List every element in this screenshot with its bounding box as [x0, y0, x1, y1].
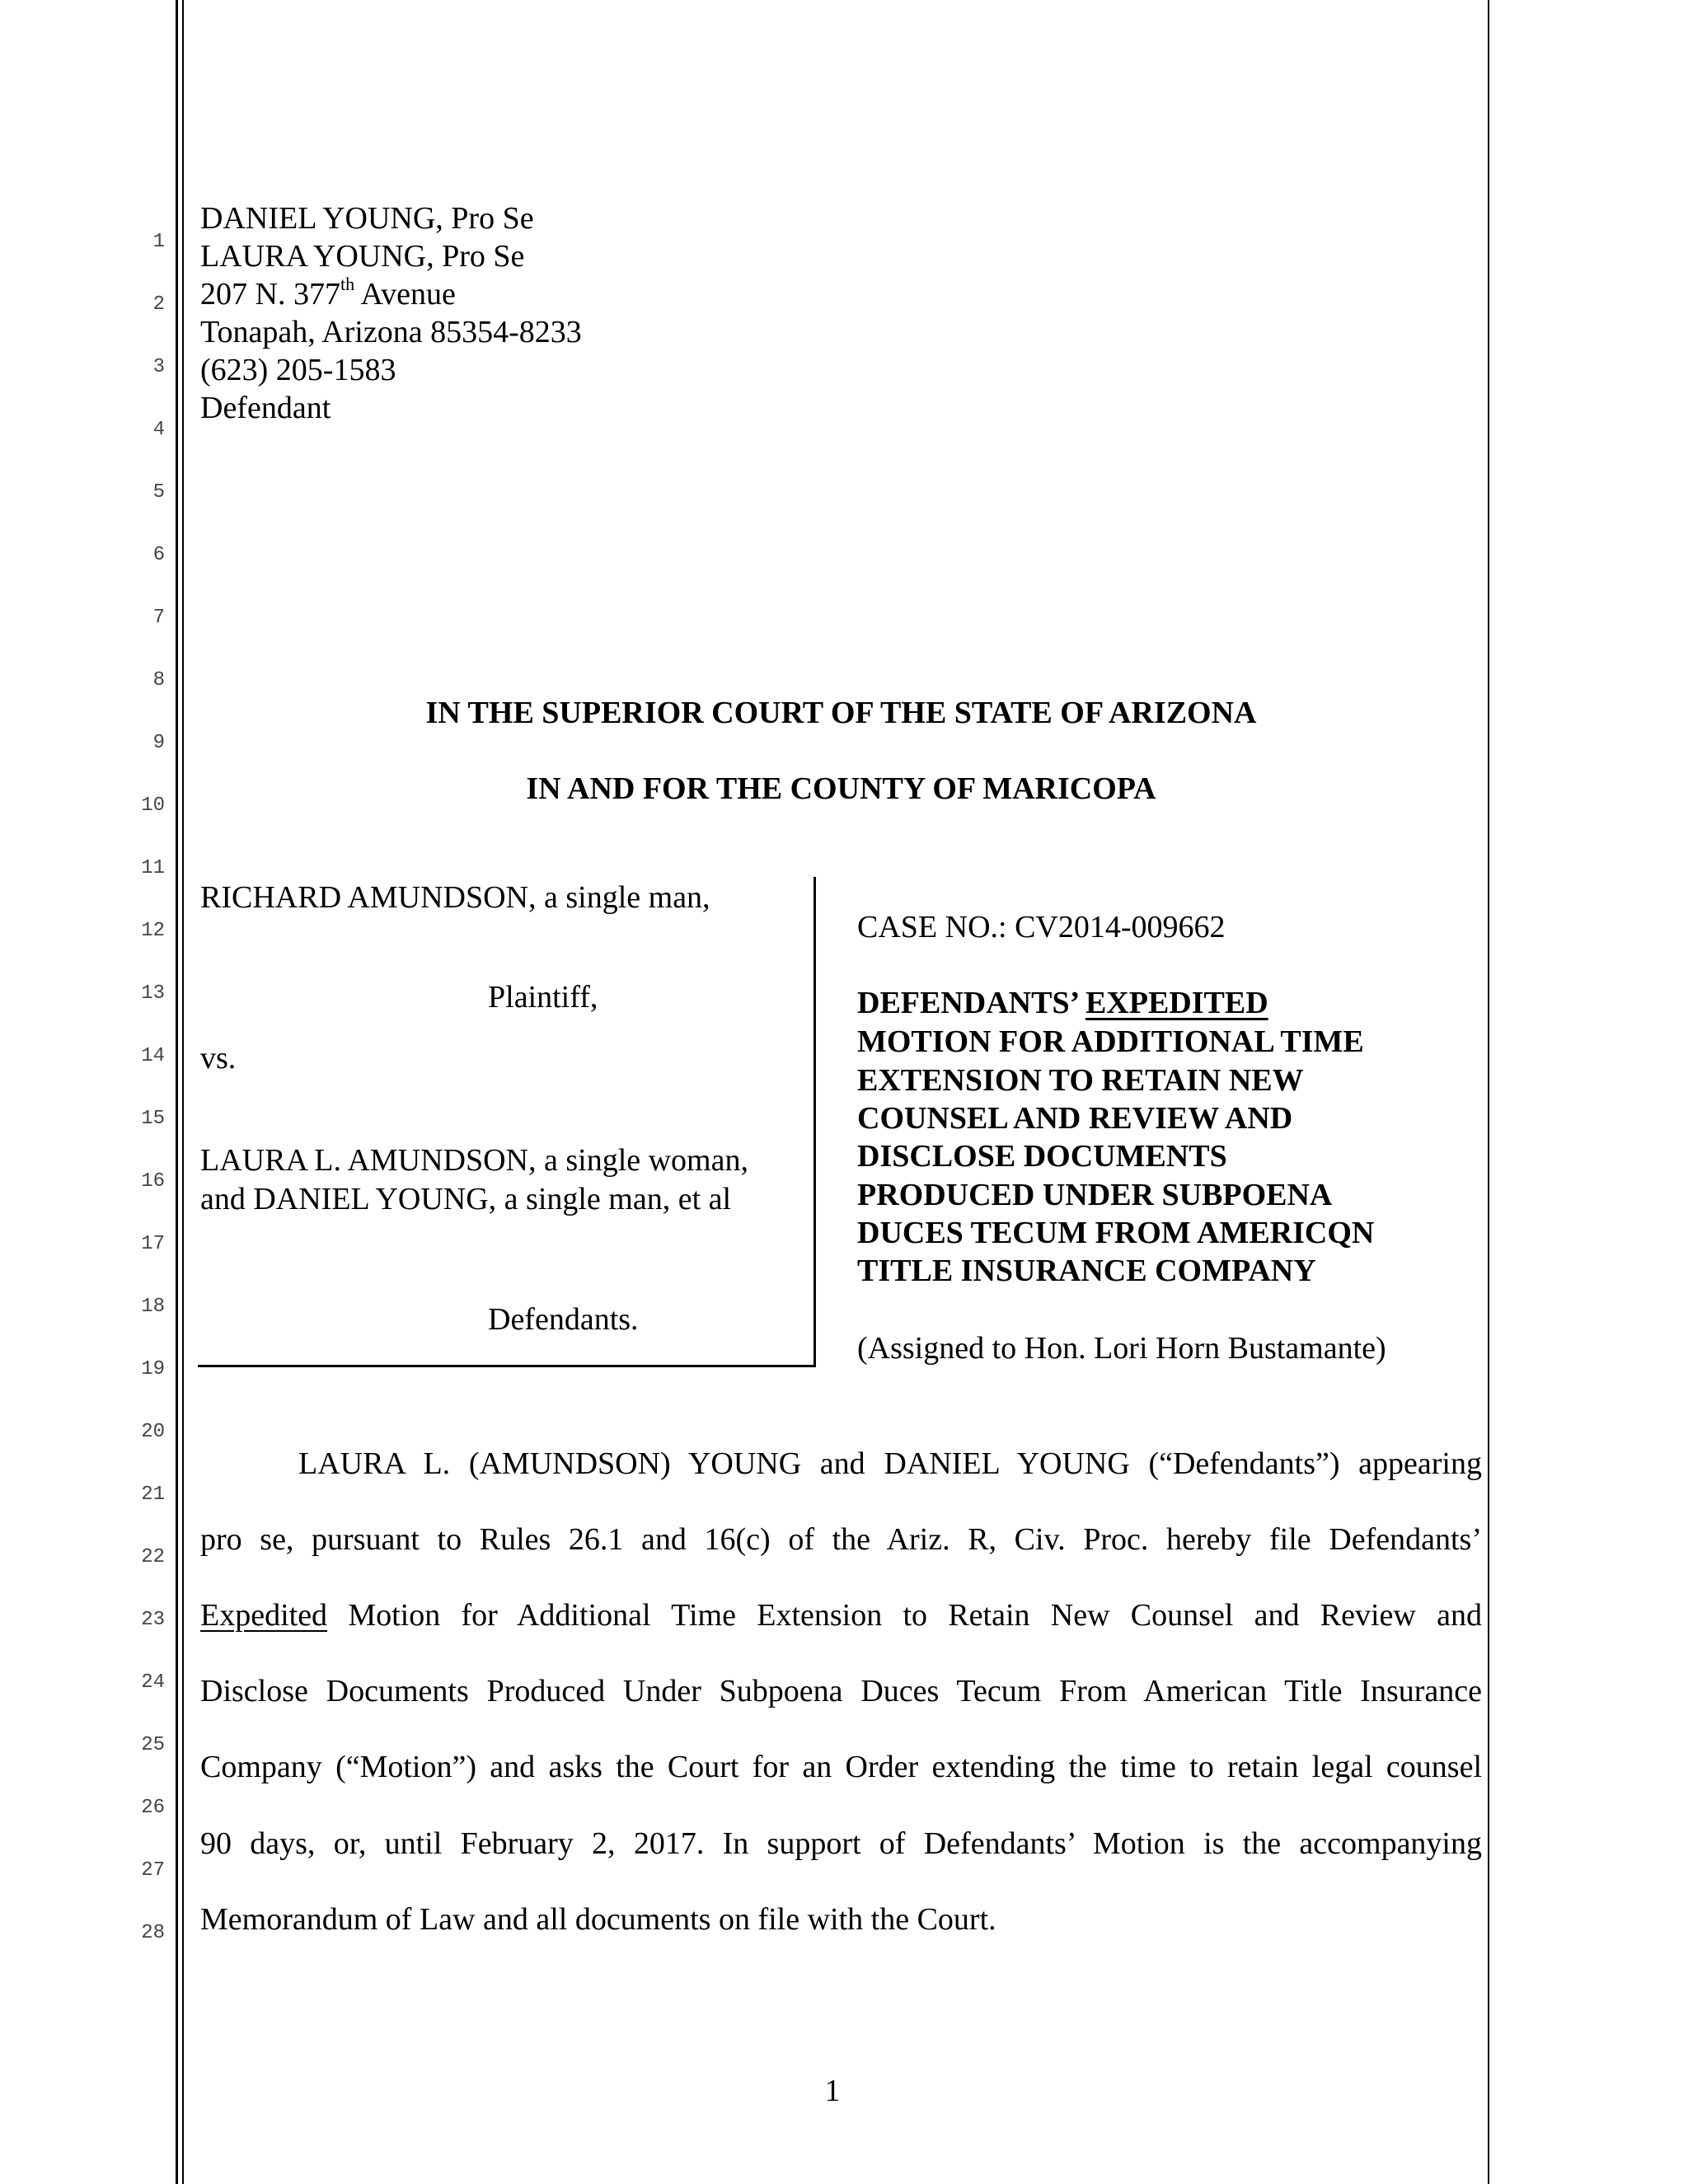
line-number: 4 — [152, 419, 165, 441]
line-number: 6 — [152, 544, 165, 566]
ordinal-suffix: th — [340, 274, 355, 294]
street-name: Avenue — [354, 277, 456, 312]
line-number: 7 — [152, 607, 165, 629]
line-number: 10 — [141, 794, 165, 817]
line-number: 9 — [152, 732, 165, 754]
motion-title-expedited: EXPEDITED — [1085, 986, 1268, 1020]
versus-label: vs. — [200, 1041, 237, 1076]
motion-title-line: TITLE INSURANCE COMPANY — [857, 1254, 1316, 1288]
plaintiff-name: RICHARD AMUNDSON, a single man, — [200, 880, 710, 915]
header-city-state-zip: Tonapah, Arizona 85354-8233 — [200, 315, 582, 349]
line-number: 15 — [141, 1108, 165, 1130]
line-number: 11 — [141, 857, 165, 879]
motion-title-line: DUCES TECUM FROM AMERICQN — [857, 1216, 1375, 1250]
defendant-names-line1: LAURA L. AMUNDSON, a single woman, — [200, 1143, 748, 1178]
line-number: 20 — [141, 1421, 165, 1443]
motion-title-line: EXTENSION TO RETAIN NEW — [857, 1063, 1304, 1098]
header-phone: (623) 205-1583 — [200, 353, 396, 387]
line-number: 14 — [141, 1045, 165, 1067]
assigned-judge: (Assigned to Hon. Lori Horn Bustamante) — [857, 1331, 1386, 1366]
motion-title-line: COUNSEL AND REVIEW AND — [857, 1101, 1293, 1136]
motion-title-prefix: DEFENDANTS’ — [857, 986, 1085, 1020]
header-party-role: Defendant — [200, 391, 331, 425]
line-number: 12 — [141, 920, 165, 942]
caption-vertical-rule — [814, 877, 816, 1366]
body-line-rest: Motion for Additional Time Extension to Retain New Counsel and Review and — [327, 1598, 1482, 1633]
line-number: 23 — [141, 1609, 165, 1631]
line-number: 19 — [141, 1358, 165, 1380]
line-number: 13 — [141, 982, 165, 1005]
line-number: 8 — [152, 669, 165, 691]
court-county: IN AND FOR THE COUNTY OF MARICOPA — [526, 771, 1156, 806]
body-expedited-underlined: Expedited — [200, 1598, 328, 1633]
case-number: CASE NO.: CV2014-009662 — [857, 910, 1226, 944]
defendant-role: Defendants. — [488, 1302, 639, 1337]
line-number: 24 — [141, 1671, 165, 1694]
line-number: 21 — [141, 1483, 165, 1506]
line-number: 2 — [152, 293, 165, 316]
line-number: 5 — [152, 481, 165, 504]
body-line — [200, 1600, 1482, 1631]
header-name-daniel: DANIEL YOUNG, Pro Se — [200, 201, 534, 236]
body-line: Disclose Documents Produced Under Subpoena Duces Tecum From American Title Insurance — [200, 1674, 1482, 1708]
line-number: 25 — [141, 1734, 165, 1756]
court-title: IN THE SUPERIOR COURT OF THE STATE OF ARIZONA — [425, 696, 1257, 730]
caption-bottom-rule — [198, 1365, 816, 1367]
header-name-laura: LAURA YOUNG, Pro Se — [200, 239, 525, 274]
body-line: Memorandum of Law and all documents on file with the Court. — [200, 1902, 996, 1937]
body-line: pro se, pursuant to Rules 26.1 and 16(c) of the Ariz. R, Civ. Proc. hereby file Defendants’ — [200, 1522, 1482, 1557]
line-number: 17 — [141, 1233, 165, 1255]
motion-title-line: MOTION FOR ADDITIONAL TIME — [857, 1024, 1364, 1059]
body-line: Company (“Motion”) and asks the Court for an Order extending the time to retain legal counsel — [200, 1750, 1482, 1784]
line-number: 28 — [141, 1922, 165, 1944]
right-margin-rule — [1488, 0, 1489, 2184]
line-number: 27 — [141, 1859, 165, 1882]
defendant-names-line2: and DANIEL YOUNG, a single man, et al — [200, 1182, 732, 1216]
left-margin-rule-inner — [182, 0, 184, 2184]
motion-title-line: DISCLOSE DOCUMENTS — [857, 1139, 1227, 1174]
plaintiff-role: Plaintiff, — [488, 980, 598, 1015]
street-number: 207 N. 377 — [200, 277, 340, 312]
header-street-address — [200, 274, 456, 312]
line-number: 1 — [152, 231, 165, 253]
motion-title-line: PRODUCED UNDER SUBPOENA — [857, 1178, 1333, 1212]
line-number: 22 — [141, 1546, 165, 1568]
body-line: 90 days, or, until February 2, 2017. In support of Defendants’ Motion is the accompanying — [200, 1826, 1482, 1861]
line-number: 26 — [141, 1797, 165, 1819]
motion-title-line — [857, 987, 1268, 1019]
line-number: 16 — [141, 1170, 165, 1193]
line-number: 3 — [152, 356, 165, 378]
left-margin-rule-outer — [176, 0, 178, 2184]
body-line: LAURA L. (AMUNDSON) YOUNG and DANIEL YOUNG (“Defendants”) appearing — [298, 1446, 1482, 1481]
line-number: 18 — [141, 1296, 165, 1318]
page-number: 1 — [824, 2074, 841, 2108]
